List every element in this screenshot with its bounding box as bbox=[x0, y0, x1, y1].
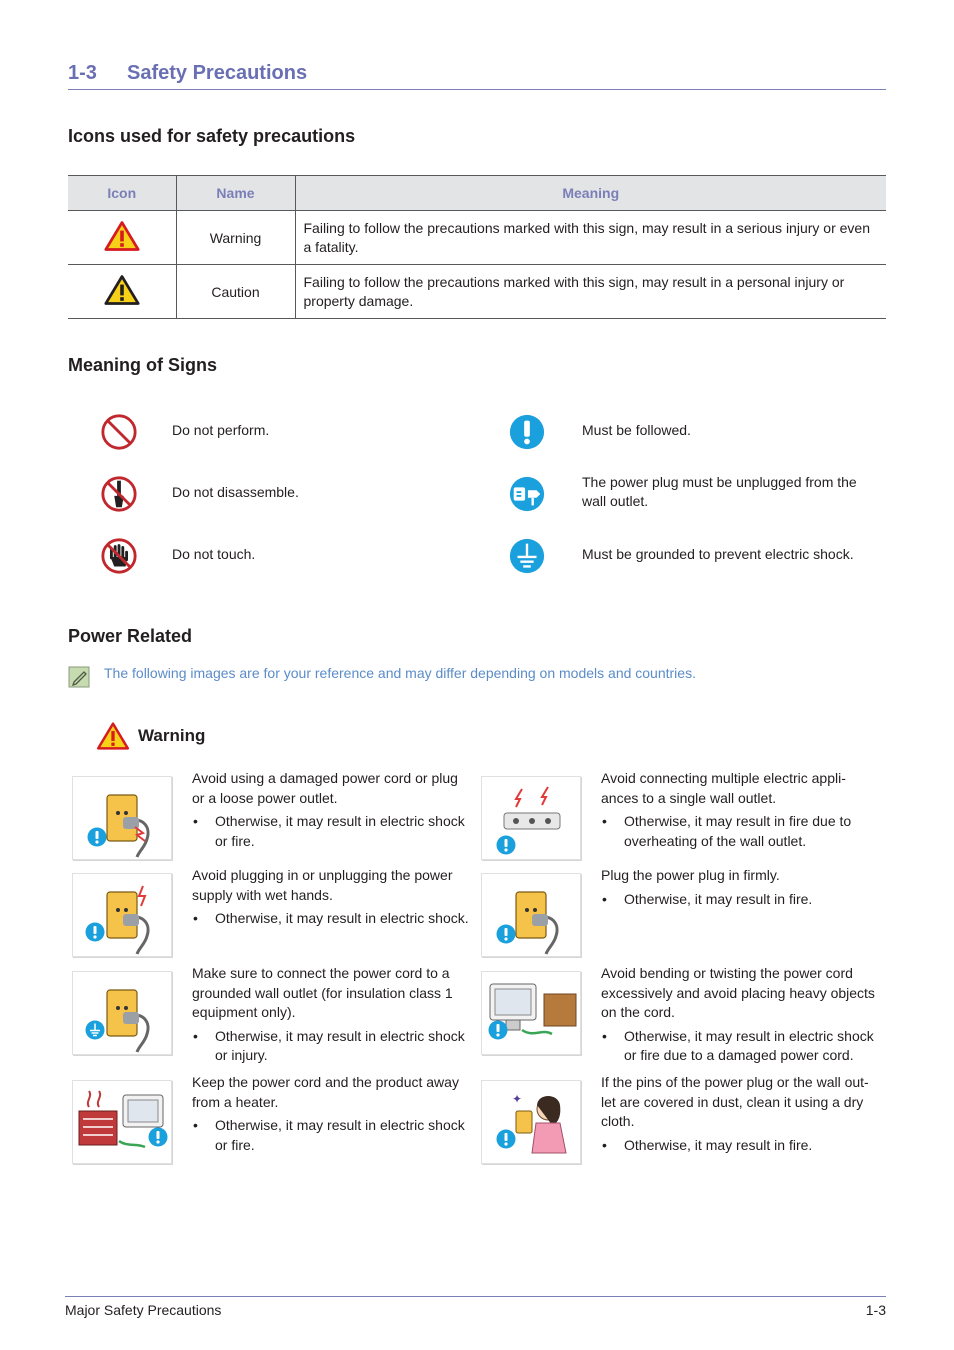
icons-heading: Icons used for safety precautions bbox=[68, 126, 356, 146]
item-text: Make sure to connect the power cord to a grounded wall outlet (for insulation class 1 equipment only). bbox=[192, 965, 453, 1020]
table-row bbox=[68, 211, 886, 265]
row-name: Warning bbox=[176, 211, 295, 265]
note-pencil-icon bbox=[68, 664, 92, 688]
exclamation-icon bbox=[496, 1129, 516, 1149]
warning-label: Warning bbox=[138, 726, 206, 745]
row-meaning: Failing to follow the precautions marked with this sign, may result in a serious injury or even a fatality. bbox=[295, 211, 886, 265]
col-icon: Icon bbox=[68, 176, 176, 211]
list-item bbox=[481, 770, 881, 866]
damaged-cord-illustration bbox=[72, 776, 172, 860]
reference-note bbox=[68, 664, 696, 688]
icons-table bbox=[68, 175, 886, 319]
row-name: Caution bbox=[176, 265, 295, 319]
section-number: 1-3 bbox=[68, 62, 97, 84]
item-bullet: • Otherwise, it may result in fire. bbox=[601, 890, 881, 910]
ground-icon bbox=[85, 1020, 105, 1040]
item-bullet: • Otherwise, it may result in electric shock or fire. bbox=[192, 1116, 472, 1155]
section-title-text: Safety Precautions bbox=[127, 62, 308, 84]
item-text: Plug the power plug in firmly. bbox=[601, 867, 780, 883]
item-bullet: • Otherwise, it may result in fire. bbox=[601, 1136, 881, 1156]
list-item bbox=[72, 867, 472, 963]
col-meaning: Meaning bbox=[295, 176, 886, 211]
sign-item bbox=[100, 413, 270, 451]
sign-text: The power plug must be unplugged from the wall outlet. bbox=[582, 474, 857, 509]
warning-red-triangle-icon bbox=[95, 722, 131, 750]
power-heading: Power Related bbox=[68, 626, 193, 646]
wet-hands-illustration bbox=[72, 873, 172, 957]
col-name: Name bbox=[176, 176, 295, 211]
exclamation-icon bbox=[508, 413, 546, 451]
list-item bbox=[481, 965, 881, 1063]
icons-table-header bbox=[68, 176, 886, 211]
list-item bbox=[72, 770, 472, 866]
exclamation-icon bbox=[496, 835, 516, 855]
item-bullet: • Otherwise, it may result in fire due to overheating of the wall outlet. bbox=[601, 812, 881, 851]
item-bullet: • Otherwise, it may result in electric shock. bbox=[192, 909, 472, 929]
item-text: Avoid connecting multiple electric appli-ances to a single wall outlet. bbox=[601, 770, 846, 806]
warning-red-triangle-icon bbox=[104, 220, 140, 252]
signs-heading: Meaning of Signs bbox=[68, 355, 218, 375]
exclamation-icon bbox=[148, 1127, 168, 1147]
item-bullet: • Otherwise, it may result in electric shock or injury. bbox=[192, 1027, 472, 1066]
sign-item bbox=[100, 475, 299, 513]
sign-text: Do not touch. bbox=[172, 546, 256, 562]
list-item bbox=[481, 1074, 881, 1170]
exclamation-icon bbox=[85, 922, 105, 942]
heater-illustration bbox=[72, 1080, 172, 1164]
list-item bbox=[481, 867, 881, 963]
warning-heading bbox=[95, 722, 205, 750]
no-disassemble-icon bbox=[100, 475, 138, 513]
list-item bbox=[72, 1074, 472, 1170]
item-text: Avoid bending or twisting the power cord excessively and avoid placing heavy objects on the cord. bbox=[601, 965, 875, 1020]
footer-title: Major Safety Precautions bbox=[65, 1302, 222, 1318]
sign-text: Do not perform. bbox=[172, 422, 270, 438]
plug-firmly-illustration bbox=[481, 873, 581, 957]
sign-text: Must be grounded to prevent electric shock. bbox=[582, 546, 854, 562]
svg-text:✦: ✦ bbox=[512, 1092, 523, 1106]
bent-cord-illustration bbox=[481, 971, 581, 1055]
sign-text: Do not disassemble. bbox=[172, 484, 299, 500]
footer-page-number: 1-3 bbox=[865, 1302, 886, 1318]
ground-icon bbox=[508, 537, 546, 575]
item-bullet: • Otherwise, it may result in electric shock or fire due to a damaged power cord. bbox=[601, 1027, 881, 1066]
item-text: Avoid plugging in or unplugging the power supply with wet hands. bbox=[192, 867, 453, 903]
prohibited-icon bbox=[100, 413, 138, 451]
item-text: Keep the power cord and the product away from a heater. bbox=[192, 1074, 459, 1110]
exclamation-icon bbox=[87, 827, 107, 847]
item-text: If the pins of the power plug or the wall out-let are covered in dust, clean it using a dry cloth. bbox=[601, 1074, 869, 1129]
page-footer bbox=[65, 1296, 886, 1318]
multi-outlet-illustration bbox=[481, 776, 581, 860]
section-header bbox=[68, 62, 886, 90]
no-touch-icon bbox=[100, 537, 138, 575]
exclamation-icon bbox=[488, 1020, 508, 1040]
sign-item bbox=[508, 413, 691, 451]
grounded-outlet-illustration bbox=[72, 971, 172, 1055]
sign-item bbox=[100, 537, 256, 575]
sign-item bbox=[508, 474, 857, 513]
item-bullet: • Otherwise, it may result in electric shock or fire. bbox=[192, 812, 472, 851]
row-meaning: Failing to follow the precautions marked with this sign, may result in a personal injury or property damage. bbox=[295, 265, 886, 319]
item-text: Avoid using a damaged power cord or plug or a loose power outlet. bbox=[192, 770, 458, 806]
sign-item bbox=[508, 537, 854, 575]
sign-text: Must be followed. bbox=[582, 422, 691, 438]
section-title bbox=[68, 62, 886, 85]
list-item bbox=[72, 965, 472, 1063]
caution-yellow-triangle-icon bbox=[104, 274, 140, 306]
unplug-icon bbox=[508, 475, 546, 513]
exclamation-icon bbox=[496, 924, 516, 944]
note-text: The following images are for your reference and may differ depending on models and countries. bbox=[104, 665, 696, 681]
table-row bbox=[68, 265, 886, 319]
dust-cleaning-illustration bbox=[481, 1080, 581, 1164]
